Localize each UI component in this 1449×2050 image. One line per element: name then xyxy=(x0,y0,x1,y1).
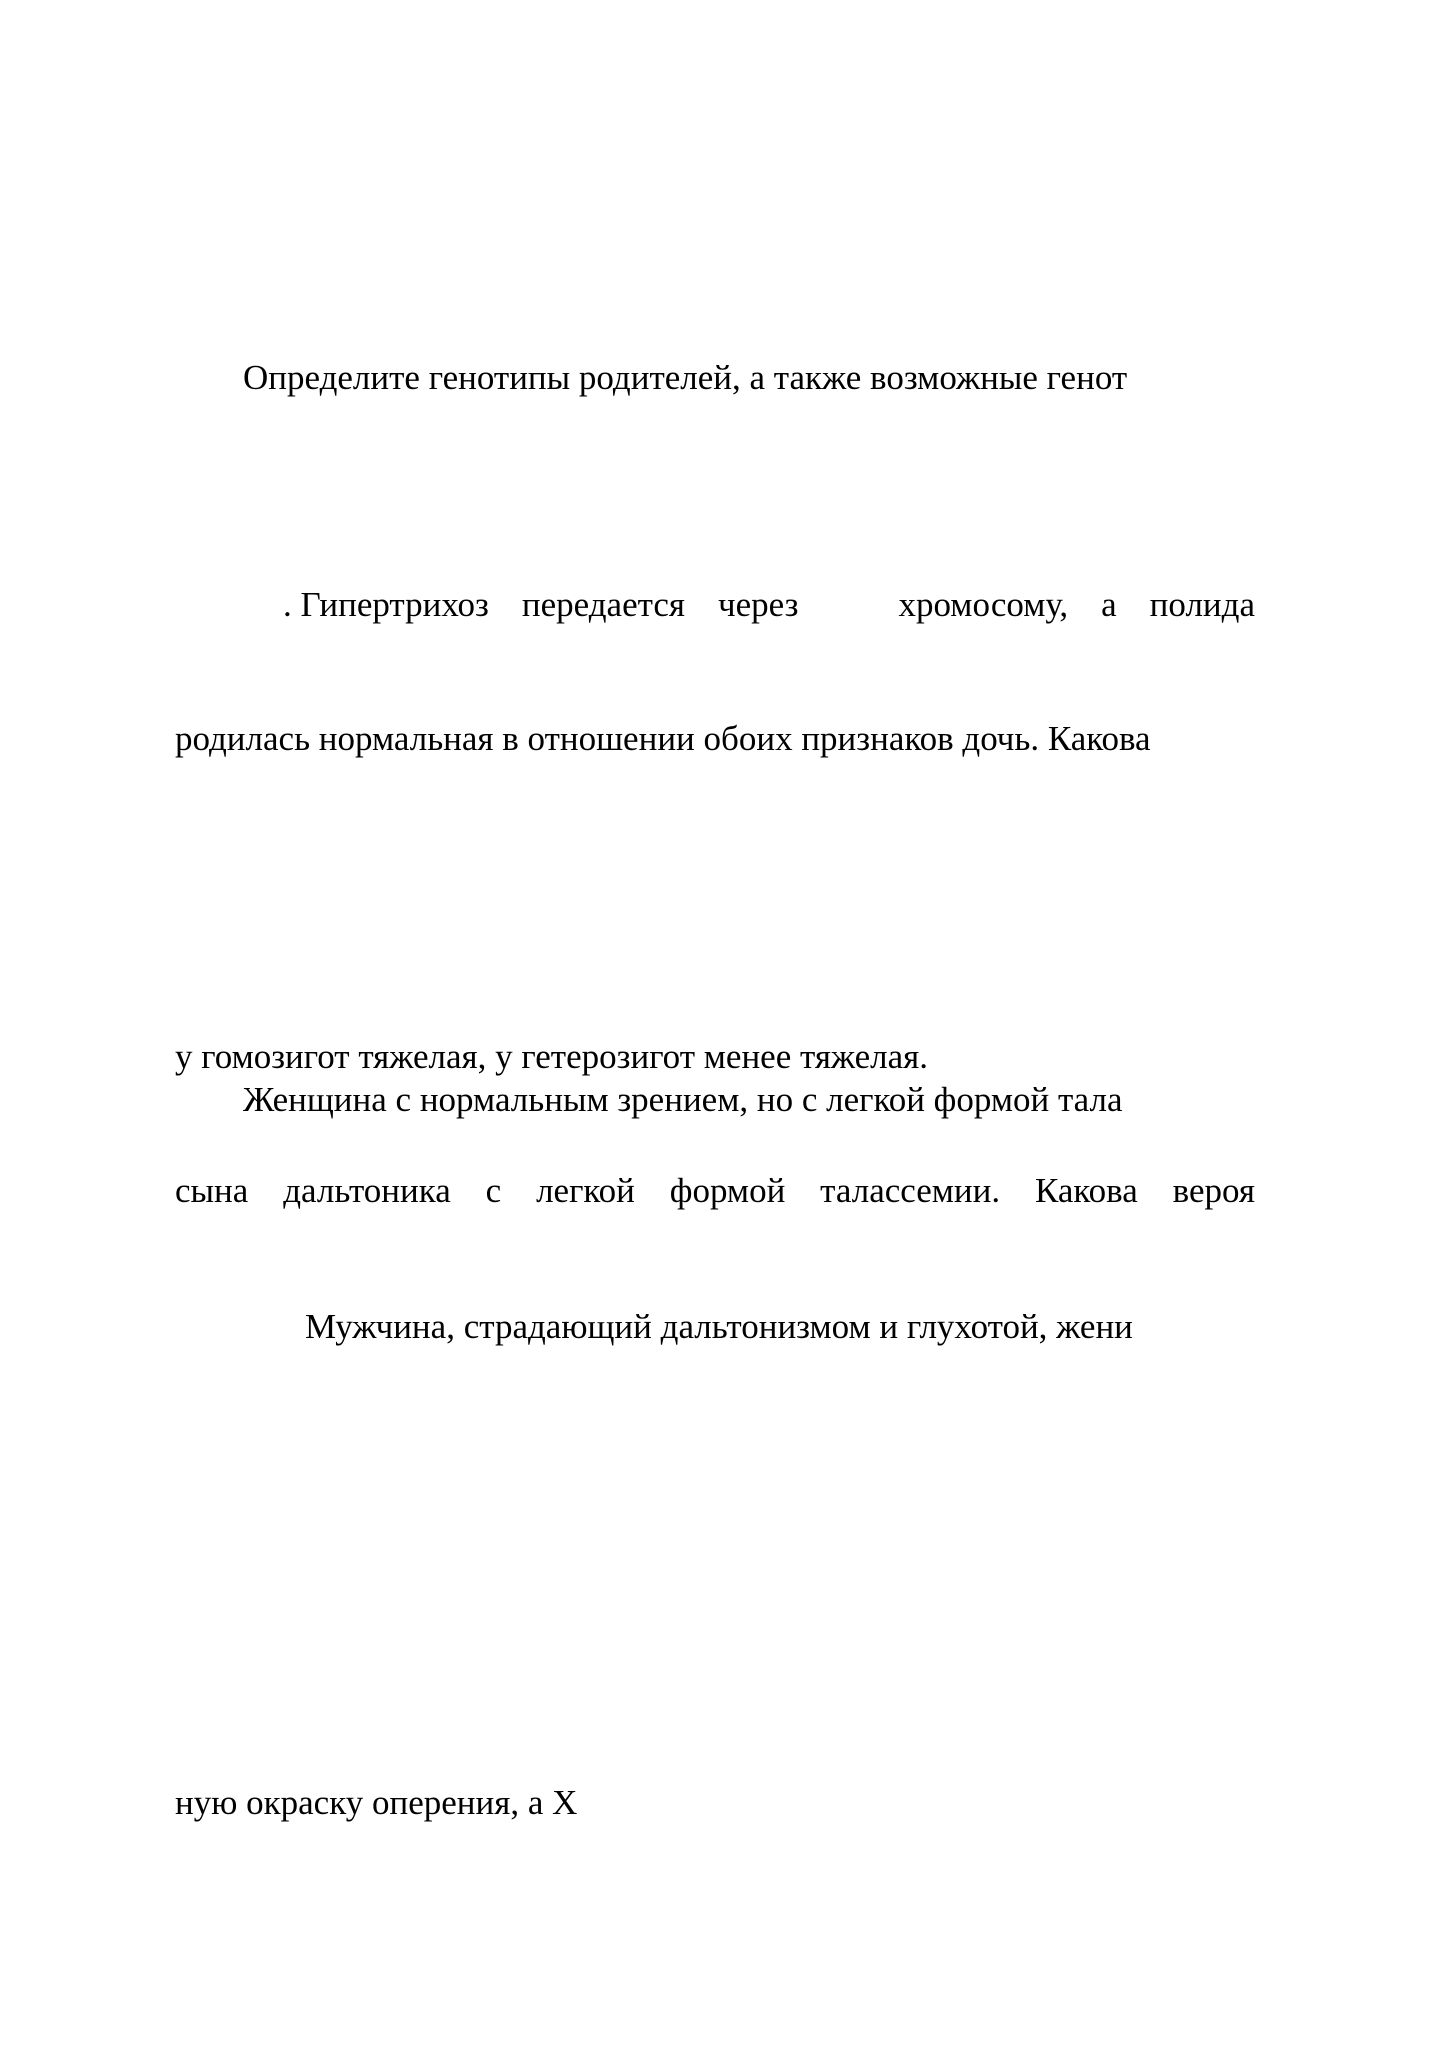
word: а xyxy=(1101,585,1117,624)
word: формой xyxy=(669,1171,786,1210)
text-line-6 xyxy=(175,1171,1255,1211)
word: полида xyxy=(1149,585,1255,624)
word: . Гипертрихоз xyxy=(283,585,489,624)
word: талассемии. xyxy=(820,1171,1001,1210)
text-line-8: ную окраску оперения, а Х xyxy=(175,1783,578,1822)
text-line-7: Мужчина, страдающий дальтонизмом и глухотой, жени xyxy=(305,1307,1133,1346)
word: сына xyxy=(175,1171,249,1210)
blank-gap xyxy=(831,585,865,625)
text-line-4: у гомозигот тяжелая, у гетерозигот менее тяжелая. xyxy=(175,1037,929,1076)
word: вероя xyxy=(1172,1171,1255,1210)
text-line-1: Определите генотипы родителей, а также возможные генот xyxy=(243,358,1128,397)
word: с xyxy=(485,1171,502,1210)
word: Какова xyxy=(1035,1171,1138,1210)
word: легкой xyxy=(536,1171,635,1210)
word: дальтоника xyxy=(283,1171,451,1210)
text-line-5: Женщина с нормальным зрением, но с легкой формой тала xyxy=(243,1080,1123,1119)
word: передается xyxy=(521,585,685,624)
text-line-3: родилась нормальная в отношении обоих признаков дочь. Какова xyxy=(175,719,1151,758)
word: через xyxy=(718,585,799,624)
word: хромосому, xyxy=(898,585,1069,624)
text-line-2 xyxy=(283,585,1255,625)
